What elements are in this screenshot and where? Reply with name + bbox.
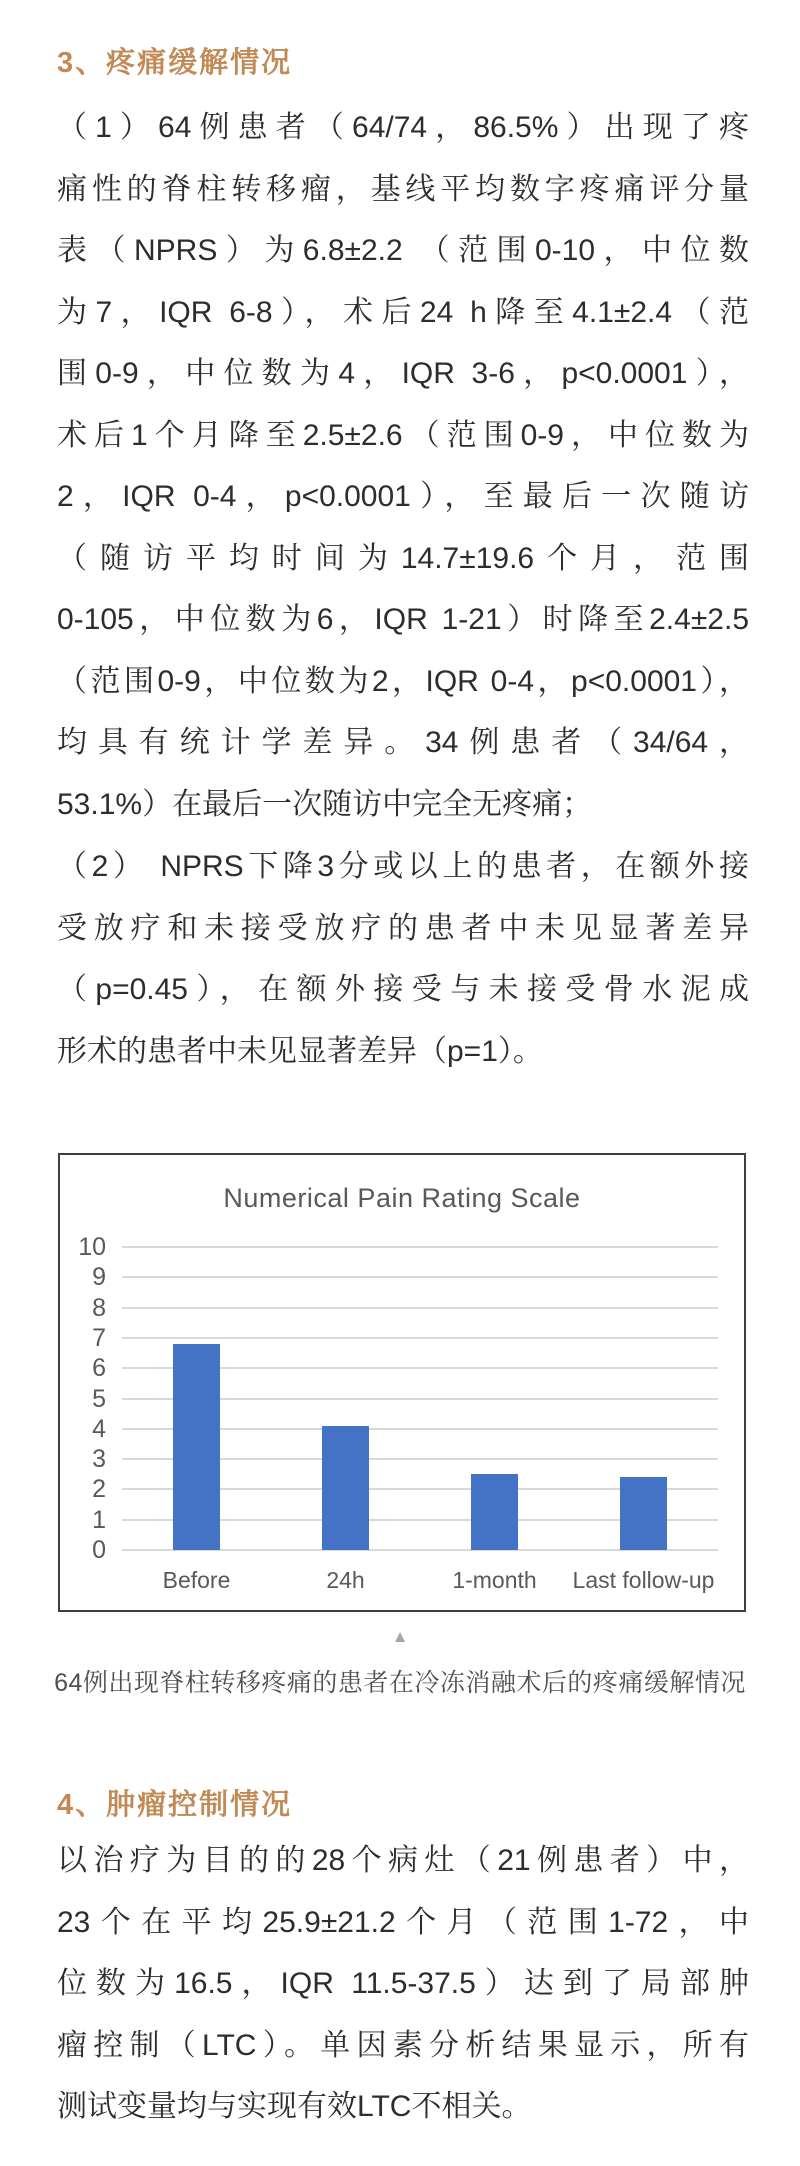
text-line: 均具有统计学差异。34例患者（34/64，	[57, 726, 749, 759]
chart-bar	[620, 1477, 667, 1550]
text-line: 表（NPRS）为6.8±2.2 （范围0-10，中位数	[57, 234, 749, 267]
section-3-heading: 3、疼痛缓解情况	[57, 47, 293, 79]
gridline	[122, 1246, 718, 1248]
y-tick-label: 4	[92, 1414, 106, 1443]
pain-relief-paragraph-1	[57, 97, 749, 835]
chart-bar	[173, 1344, 220, 1550]
chart-title: Numerical Pain Rating Scale	[223, 1183, 581, 1213]
text-line: 53.1%）在最后一次随访中完全无疼痛；	[57, 787, 593, 821]
y-tick-label: 1	[92, 1505, 106, 1534]
text-line: 为7，IQR 6-8），术后24 h降至4.1±2.4（范	[57, 295, 749, 329]
y-tick-label: 3	[92, 1445, 106, 1474]
text-line: （2） NPRS下降3分或以上的患者，在额外接	[57, 850, 749, 883]
y-tick-label: 2	[92, 1475, 106, 1504]
x-category-label: Last follow-up	[572, 1567, 715, 1593]
figure-triangle-icon: ▲	[391, 1627, 409, 1646]
y-tick-label: 0	[92, 1536, 106, 1564]
figure-caption: 64例出现脊柱转移疼痛的患者在冷冻消融术后的疼痛缓解情况	[54, 1669, 746, 1697]
text-line: 术后1个月降至2.5±2.6（范围0-9，中位数为	[57, 418, 749, 452]
text-line: 以治疗为目的的28个病灶（21例患者）中，	[57, 1844, 749, 1877]
gridline	[122, 1307, 718, 1309]
text-line: 围0-9，中位数为4，IQR 3-6，p<0.0001），	[57, 357, 749, 390]
text-line: 位数为16.5，IQR 11.5-37.5）达到了局部肿	[57, 1967, 749, 2000]
text-line: 痛性的脊柱转移瘤，基线平均数字疼痛评分量	[57, 172, 749, 206]
text-line: （1）64例患者（64/74，86.5%）出现了疼	[57, 111, 749, 144]
gridline	[122, 1276, 718, 1278]
text-line: 受放疗和未接受放疗的患者中未见显著差异	[57, 911, 749, 945]
y-tick-label: 6	[92, 1354, 106, 1383]
text-line: （随访平均时间为14.7±19.6个月，范围	[57, 541, 749, 575]
text-line: （范围0-9，中位数为2，IQR 0-4，p<0.0001），	[57, 664, 749, 698]
text-line: （p=0.45），在额外接受与未接受骨水泥成	[57, 973, 749, 1006]
text-line: 0-105，中位数为6，IQR 1-21）时降至2.4±2.5	[57, 603, 749, 636]
text-line: 测试变量均与实现有效LTC不相关。	[57, 2090, 532, 2123]
text-line: 形术的患者中未见显著差异（p=1）。	[57, 1034, 543, 1068]
section-4-heading: 4、肿瘤控制情况	[57, 1789, 293, 1821]
tumor-control-paragraph	[57, 1830, 749, 2138]
x-category-label: 24h	[326, 1567, 365, 1593]
nprs-bar-chart	[58, 1153, 746, 1612]
y-tick-label: 9	[92, 1263, 106, 1292]
text-line: 2，IQR 0-4，p<0.0001），至最后一次随访	[57, 480, 749, 513]
text-line: 23个在平均25.9±21.2个月（范围1-72，中	[57, 1905, 749, 1939]
y-tick-label: 5	[92, 1384, 106, 1413]
y-tick-label: 7	[92, 1323, 106, 1352]
x-category-label: Before	[162, 1567, 231, 1593]
chart-bar	[471, 1474, 518, 1550]
pain-relief-paragraph-2	[57, 836, 749, 1082]
gridline	[122, 1337, 718, 1339]
text-line: 瘤控制（LTC）。单因素分析结果显示，所有	[57, 2028, 749, 2062]
x-category-label: 1-month	[452, 1567, 537, 1593]
y-tick-label: 10	[78, 1233, 106, 1261]
chart-bar	[322, 1426, 369, 1550]
y-tick-label: 8	[92, 1293, 106, 1322]
